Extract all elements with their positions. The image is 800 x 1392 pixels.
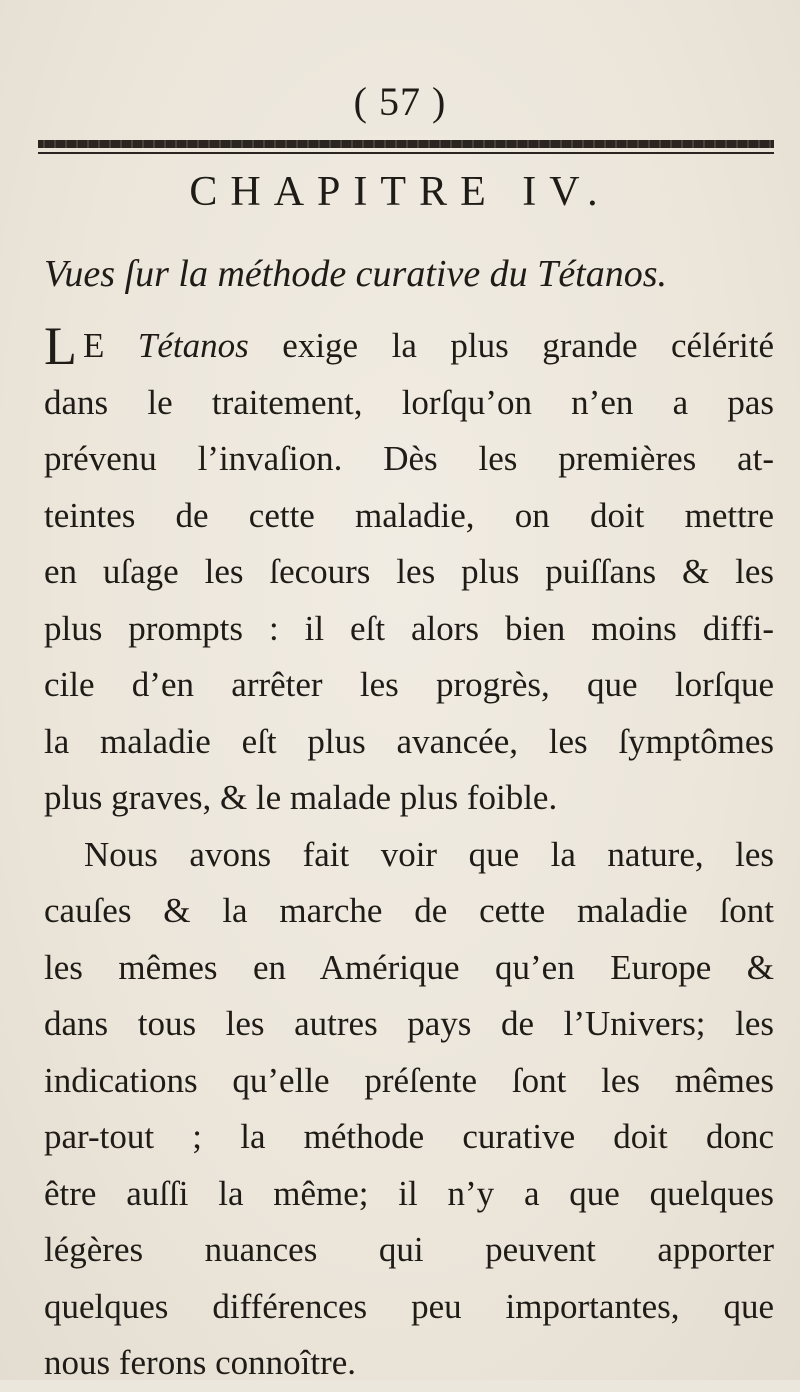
paragraph-2-line: nous ferons connoître.: [44, 1343, 357, 1382]
paragraph-1-line: cile d’en arrêter les progrès, que lorſque: [44, 665, 774, 704]
rule-thin-line: [38, 152, 774, 154]
paragraph-2-line: indications qu’elle préſente ſont les mêmes: [44, 1060, 774, 1100]
paragraph-2-line: Nous avons fait voir que la nature, les: [84, 834, 774, 874]
chapter-subtitle: Vues ſur la méthode curative du Tétanos.: [44, 253, 668, 295]
paragraph-2-line: cauſes & la marche de cette maladie ſont: [44, 891, 774, 930]
paragraph-1-line: en uſage les ſecours les plus puiſſans & les: [44, 552, 774, 591]
paragraph-2-line: dans tous les autres pays de l’Univers; les: [44, 1004, 774, 1043]
paragraph-1-line: plus graves, & le malade plus foible.: [44, 778, 558, 817]
paragraph-1-line: prévenu l’invaſion. Dès les premières at-: [44, 439, 774, 478]
paragraph-2-line: être auſſi la même; il n’y a que quelques: [44, 1173, 774, 1213]
paragraph-2-line: les mêmes en Amérique qu’en Europe &: [44, 947, 774, 987]
paragraph-1-line-1: [44, 318, 774, 375]
paragraph-2-line: légères nuances qui peuvent apporter: [44, 1230, 774, 1269]
paragraph-2-line: par-tout ; la méthode curative doit donc: [44, 1117, 774, 1156]
drop-cap: L: [44, 316, 77, 376]
chapter-heading: CHAPITRE IV.: [189, 169, 611, 215]
first-line-prefix: E: [83, 326, 138, 365]
paragraph-2-line: quelques différences peu importantes, que: [44, 1286, 774, 1326]
ornamental-rule: [38, 140, 774, 156]
body-text: [44, 318, 774, 1392]
paragraph-1-line: teintes de cette maladie, on doit mettre: [44, 495, 774, 535]
paragraph-1-line: dans le traitement, lorſqu’on n’en a pas: [44, 382, 774, 422]
first-line-italic-term: Tétanos: [137, 326, 249, 365]
paragraph-1-line: la maladie eſt plus avancée, les ſymptômes: [44, 721, 774, 761]
paragraph-1-line: plus prompts : il eſt alors bien moins diffi-: [44, 608, 774, 648]
page-number: ( 57 ): [353, 79, 447, 124]
rule-thick-band: [38, 140, 774, 148]
first-line-suffix: exige la plus grande célérité: [248, 326, 774, 365]
